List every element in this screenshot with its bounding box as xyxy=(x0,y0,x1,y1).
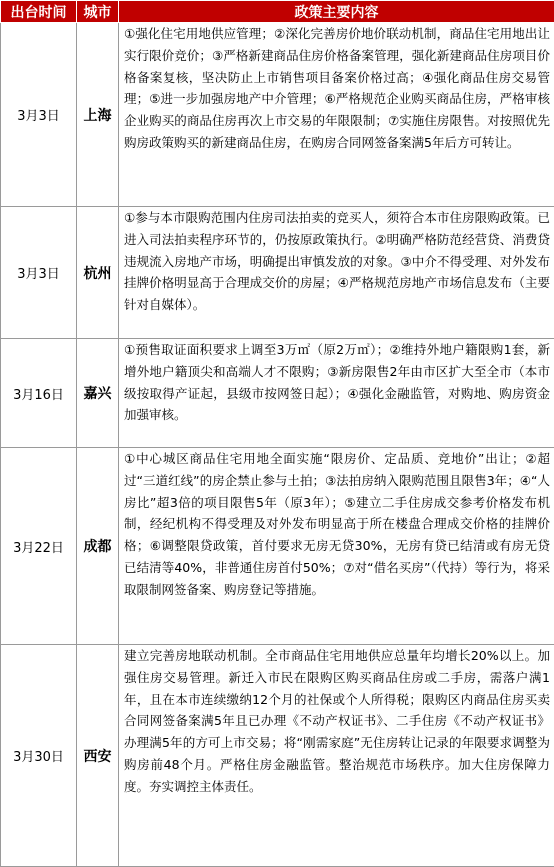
header-date: 出台时间 xyxy=(1,1,77,23)
row-content: ①强化住宅用地供应管理；②深化完善房价地价联动机制，商品住宅用地出让实行限价竞价；③严格新建商品住房价格备案管理，强化新建商品住房项目价格备案复核，坚决防止上市销售项目备案价格过高；④强化商品住房交易管理；⑤进一步加强房地产中介管理；⑥严格规范企业购买商品住房，严格审核企业购买的商品住房再次上市交易的年限限制；⑦实施住房限售。对按照优先购房政策购买的新建商品住房，在购房合同网签备案满5年后方可转让。 xyxy=(119,23,554,207)
row-date: 3月30日 xyxy=(1,645,77,867)
row-city: 嘉兴 xyxy=(77,339,119,448)
row-city: 成都 xyxy=(77,448,119,645)
row-date: 3月22日 xyxy=(1,448,77,645)
row-content: ①中心城区商品住宅用地全面实施“限房价、定品质、竞地价”出让；②超过“三道红线”的房企禁止参与土拍；③法拍房纳入限购范围且限售3年；④“人房比”超3倍的项目限售5年（原3年）；⑤建立二手住房成交参考价格发布机制，经纪机构不得受理及对外发布明显高于所在楼盘合理成交价格的挂牌价格；⑥调整限贷政策，首付要求无房无贷30%，无房有贷已结清或有房无贷已结清等40%，非普通住房首付50%；⑦对“借名买房”（代持）等行为，将采取限制网签备案、购房登记等措施。 xyxy=(119,448,554,645)
table-row xyxy=(1,207,554,339)
row-date: 3月16日 xyxy=(1,339,77,448)
table-row xyxy=(1,645,554,867)
row-city: 上海 xyxy=(77,23,119,207)
header-content: 政策主要内容 xyxy=(119,1,554,23)
row-city: 杭州 xyxy=(77,207,119,339)
row-content: ①预售取证面积要求上调至3万㎡（原2万㎡）；②维持外地户籍限购1套，新增外地户籍顶尖和高端人才不限购；③新房限售2年由市区扩大至全市（本市级按取得产证起，县级市按网签日起）；④强化金融监管，对购地、购房资金加强审核。 xyxy=(119,339,554,448)
table-row xyxy=(1,448,554,645)
row-content: 建立完善房地联动机制。全市商品住宅用地供应总量年均增长20%以上。加强住房交易管理。新迁入市民在限购区购买商品住房或二手房，需落户满1年，且在本市连续缴纳12个月的社保或个人所得税；限购区内商品住房买卖合同网签备案满5年且已办理《不动产权证书》、二手住房《不动产权证书》办理满5年的方可上市交易；将“刚需家庭”无住房转让记录的年限要求调整为购房前48个月。严格住房金融监管。整治规范市场秩序。加大住房保障力度。夯实调控主体责任。 xyxy=(119,645,554,867)
table-row xyxy=(1,339,554,448)
row-date: 3月3日 xyxy=(1,207,77,339)
header-city: 城市 xyxy=(77,1,119,23)
table-header-row xyxy=(1,1,554,23)
row-content: ①参与本市限购范围内住房司法拍卖的竞买人，须符合本市住房限购政策。已进入司法拍卖程序环节的，仍按原政策执行。②明确严格防范经营贷、消费贷违规流入房地产市场，明确提出审慎发放的对象。③中介不得受理、对外发布挂牌价格明显高于合理成交价的房屋；④严格规范房地产市场信息发布（主要针对自媒体）。 xyxy=(119,207,554,339)
table-row xyxy=(1,23,554,207)
row-date: 3月3日 xyxy=(1,23,77,207)
row-city: 西安 xyxy=(77,645,119,867)
